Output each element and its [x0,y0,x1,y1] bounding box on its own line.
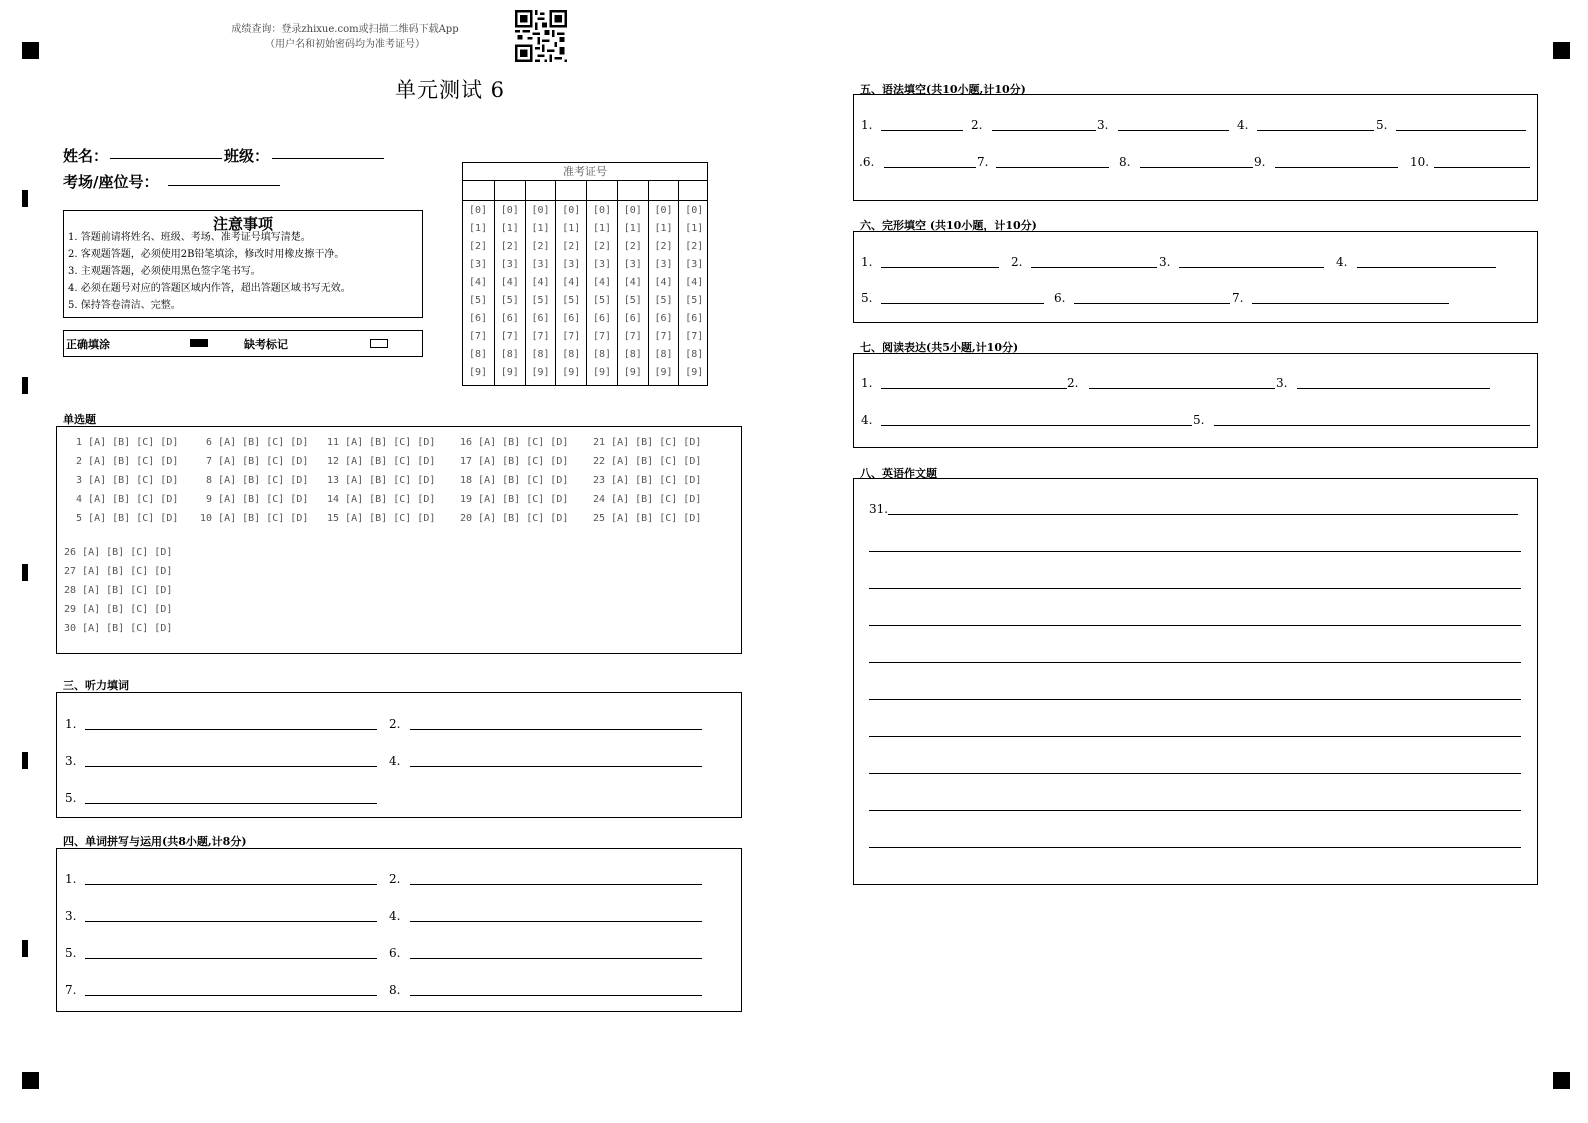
answer-line[interactable] [1089,388,1275,389]
id-digit-bubble[interactable]: [2] [531,241,550,252]
mc-question-row[interactable]: 27 [A] [B] [C] [D] [64,566,173,577]
mc-question-row[interactable]: 3 [A] [B] [C] [D] [70,475,179,486]
answer-line[interactable] [410,921,702,922]
registration-mark [1553,42,1570,59]
id-digit-bubble[interactable]: [5] [562,295,581,306]
id-digit-bubble[interactable]: [7] [500,331,519,342]
answer-line[interactable] [1275,167,1398,168]
mc-question-row[interactable]: 19 [A] [B] [C] [D] [460,494,569,505]
id-digit-bubble[interactable]: [7] [592,331,612,342]
question-number: 1. [861,255,873,269]
id-digit-bubble[interactable]: [0] [623,205,642,216]
id-digit-bubble[interactable]: [8] [623,349,642,360]
exam-id-table [462,162,708,386]
id-digit-bubble[interactable]: [4] [500,277,519,288]
timing-mark [22,564,28,581]
id-digit-bubble[interactable]: [6] [468,313,488,324]
question-number: 3. [1097,118,1109,132]
id-digit-bubble[interactable]: [5] [592,295,612,306]
mc-question-row[interactable]: 15 [A] [B] [C] [D] [327,513,436,524]
timing-mark [22,940,28,957]
id-digit-bubble[interactable]: [7] [531,331,550,342]
question-number: 5. [1193,413,1205,427]
section-3-box [56,692,742,818]
answer-line[interactable] [881,303,1044,304]
id-digit-bubble[interactable]: [7] [654,331,673,342]
answer-line[interactable] [410,995,702,996]
section-5-label: 五、语法填空(共10小题,计10分) [860,83,1026,96]
section-6-label: 六、完形填空 (共10小题，计10分) [860,219,1037,232]
question-number: 4. [1237,118,1249,132]
id-digit-bubble[interactable]: [9] [685,367,704,378]
section-5-box [853,94,1538,201]
id-digit-bubble[interactable]: [9] [468,367,488,378]
class-field[interactable] [272,158,384,159]
id-digit-bubble[interactable]: [3] [468,259,488,270]
mc-question-row[interactable]: 24 [A] [B] [C] [D] [593,494,702,505]
question-number: 1. [861,376,873,390]
id-digit-bubble[interactable]: [2] [623,241,642,252]
id-digit-bubble[interactable]: [7] [685,331,704,342]
mc-question-row[interactable]: 20 [A] [B] [C] [D] [460,513,569,524]
id-digit-bubble[interactable]: [2] [654,241,673,252]
id-digit-bubble[interactable]: [6] [685,313,704,324]
mc-question-row[interactable]: 13 [A] [B] [C] [D] [327,475,436,486]
section-6-box [853,231,1538,323]
notice-item: 1. 答题前请将姓名、班级、考场、准考证号填写清楚。 [68,232,311,243]
question-number: 1. [65,717,77,731]
essay-line[interactable] [869,736,1521,737]
answer-line[interactable] [1257,130,1374,131]
notice-item: 3. 主观题答题，必须使用黑色签字笔书写。 [68,266,261,277]
answer-line[interactable] [85,958,377,959]
id-digit-bubble[interactable]: [9] [592,367,612,378]
id-digit-bubble[interactable]: [0] [654,205,673,216]
exam-id-title: 准考证号 [463,163,707,181]
id-digit-bubble[interactable]: [9] [500,367,519,378]
id-digit-bubble[interactable]: [3] [623,259,642,270]
question-number: 5. [861,291,873,305]
answer-line[interactable] [1214,425,1530,426]
id-digit-bubble[interactable]: [8] [685,349,704,360]
answer-line[interactable] [881,388,1067,389]
id-digit-bubble[interactable]: [4] [562,277,581,288]
id-digit-bubble[interactable]: [7] [562,331,581,342]
question-number: 3. [1276,376,1288,390]
id-digit-bubble[interactable]: [5] [685,295,704,306]
question-number: 5. [1376,118,1388,132]
id-digit-column [555,181,586,385]
id-digit-bubble[interactable]: [1] [468,223,488,234]
id-digit-bubble[interactable]: [6] [531,313,550,324]
id-digit-bubble[interactable]: [3] [592,259,612,270]
answer-line[interactable] [1140,167,1253,168]
essay-line[interactable] [888,514,1518,515]
mc-question-row[interactable]: 11 [A] [B] [C] [D] [327,437,436,448]
question-number: .6. [859,155,875,169]
id-digit-bubble[interactable]: [3] [654,259,673,270]
mc-question-row[interactable]: 29 [A] [B] [C] [D] [64,604,173,615]
mc-question-row[interactable]: 1 [A] [B] [C] [D] [70,437,179,448]
id-digit-bubble[interactable]: [2] [468,241,488,252]
section-7-box [853,353,1538,448]
answer-line[interactable] [410,884,702,885]
id-digit-bubble[interactable]: [8] [531,349,550,360]
question-number: 6. [1054,291,1066,305]
question-number: 2. [1067,376,1079,390]
section-8-box [853,478,1538,885]
essay-line[interactable] [869,662,1521,663]
id-digit-bubble[interactable]: [3] [562,259,581,270]
section-4-label: 四、单词拼写与运用(共8小题,计8分) [63,835,247,848]
timing-mark [22,190,28,207]
question-number: 10. [1410,155,1430,169]
id-digit-bubble[interactable]: [8] [654,349,673,360]
id-digit-bubble[interactable]: [1] [623,223,642,234]
id-digit-bubble[interactable]: [0] [592,205,612,216]
id-digit-bubble[interactable]: [9] [654,367,673,378]
registration-mark [22,42,39,59]
id-digit-bubble[interactable]: [4] [623,277,642,288]
answer-line[interactable] [1297,388,1490,389]
mc-question-row[interactable]: 28 [A] [B] [C] [D] [64,585,173,596]
answer-line[interactable] [85,766,377,767]
id-digit-bubble[interactable]: [5] [468,295,488,306]
question-number: 8. [389,983,401,997]
question-number: 5. [65,791,77,805]
id-digit-bubble[interactable]: [3] [531,259,550,270]
essay-line[interactable] [869,588,1521,589]
id-digit-bubble[interactable]: [7] [623,331,642,342]
answer-line[interactable] [85,995,377,996]
answer-line[interactable] [85,921,377,922]
id-digit-bubble[interactable]: [1] [500,223,519,234]
id-digit-bubble[interactable]: [0] [562,205,581,216]
essay-line[interactable] [869,773,1521,774]
timing-mark [22,752,28,769]
answer-line[interactable] [1179,267,1324,268]
id-digit-bubble[interactable]: [4] [468,277,488,288]
mc-question-row[interactable]: 7 [A] [B] [C] [D] [200,456,309,467]
question-number: 4. [389,909,401,923]
id-digit-bubble[interactable]: [7] [468,331,488,342]
mc-question-row[interactable]: 4 [A] [B] [C] [D] [70,494,179,505]
essay-line[interactable] [869,810,1521,811]
id-digit-bubble[interactable]: [3] [685,259,704,270]
answer-line[interactable] [85,884,377,885]
id-digit-bubble[interactable]: [2] [592,241,612,252]
answer-line[interactable] [85,729,377,730]
id-digit-bubble[interactable]: [9] [562,367,581,378]
id-digit-bubble[interactable]: [2] [562,241,581,252]
registration-mark [22,1072,39,1089]
essay-line[interactable] [869,699,1521,700]
id-digit-bubble[interactable]: [8] [468,349,488,360]
notice-title: 注意事项 [212,215,273,233]
id-digit-bubble[interactable]: [8] [562,349,581,360]
mc-question-row[interactable]: 30 [A] [B] [C] [D] [64,623,173,634]
section-7-label: 七、阅读表达(共5小题,计10分) [860,341,1019,354]
id-digit-bubble[interactable]: [0] [685,205,704,216]
id-digit-bubble[interactable]: [9] [623,367,642,378]
question-number: 3. [65,909,77,923]
section-8-label: 八、英语作文题 [860,467,937,480]
class-label: 班级： [224,147,270,165]
question-number: 7. [65,983,77,997]
id-digit-bubble[interactable]: [6] [562,313,581,324]
answer-line[interactable] [992,130,1096,131]
registration-mark [1553,1072,1570,1089]
id-digit-column [648,181,679,385]
id-digit-bubble[interactable]: [5] [500,295,519,306]
mc-section-label: 单选题 [63,413,96,426]
notice-item: 2. 客观题答题，必须使用2B铅笔填涂，修改时用橡皮擦干净。 [68,249,345,260]
id-digit-bubble[interactable]: [0] [500,205,519,216]
answer-line[interactable] [1031,267,1157,268]
question-number: 7. [1232,291,1244,305]
mc-question-row[interactable]: 23 [A] [B] [C] [D] [593,475,702,486]
id-digit-bubble[interactable]: [4] [654,277,673,288]
answer-line[interactable] [1434,167,1530,168]
question-number: 4. [1336,255,1348,269]
question-number: 1. [65,872,77,886]
id-digit-bubble[interactable]: [1] [685,223,704,234]
mc-question-row[interactable]: 17 [A] [B] [C] [D] [460,456,569,467]
mc-question-row[interactable]: 9 [A] [B] [C] [D] [200,494,309,505]
question-number: 4. [389,754,401,768]
mc-question-row[interactable]: 21 [A] [B] [C] [D] [593,437,702,448]
id-digit-bubble[interactable]: [0] [531,205,550,216]
question-number: 2. [1011,255,1023,269]
timing-mark [22,377,28,394]
id-digit-column [463,181,494,385]
mc-question-row[interactable]: 8 [A] [B] [C] [D] [200,475,309,486]
id-digit-bubble[interactable]: [0] [468,205,488,216]
id-digit-bubble[interactable]: [9] [531,367,550,378]
mc-question-row[interactable]: 25 [A] [B] [C] [D] [593,513,702,524]
notice-item: 5. 保持答卷清洁、完整。 [68,300,181,311]
id-digit-bubble[interactable]: [1] [654,223,673,234]
id-digit-column [525,181,556,385]
notice-box [63,210,423,318]
id-digit-bubble[interactable]: [5] [623,295,642,306]
id-digit-bubble[interactable]: [4] [531,277,550,288]
id-digit-bubble[interactable]: [2] [500,241,519,252]
mc-question-row[interactable]: 10 [A] [B] [C] [D] [200,513,309,524]
section-3-label: 三、听力填词 [63,679,129,692]
question-number: 9. [1254,155,1266,169]
id-digit-bubble[interactable]: [8] [500,349,519,360]
id-digit-bubble[interactable]: [4] [685,277,704,288]
mc-question-row[interactable]: 12 [A] [B] [C] [D] [327,456,436,467]
answer-line[interactable] [1357,267,1496,268]
mc-question-row[interactable]: 26 [A] [B] [C] [D] [64,547,173,558]
name-label: 姓名： [63,147,109,165]
room-seat-label: 考场/座位号： [63,173,159,191]
essay-line[interactable] [869,625,1521,626]
essay-line[interactable] [869,551,1521,552]
question-number: 8. [1119,155,1131,169]
id-digit-bubble[interactable]: [6] [500,313,519,324]
legend-box [63,330,423,357]
answer-line[interactable] [881,267,999,268]
id-digit-bubble[interactable]: [4] [592,277,612,288]
answer-line[interactable] [1118,130,1229,131]
qr-code-icon [515,10,567,62]
mc-question-row[interactable]: 14 [A] [B] [C] [D] [327,494,436,505]
question-number: 1. [861,118,873,132]
id-digit-bubble[interactable]: [1] [592,223,612,234]
answer-line[interactable] [881,130,963,131]
question-number: 3. [65,754,77,768]
absent-mark-label: 缺考标记 [244,338,288,351]
essay-line[interactable] [869,847,1521,848]
question-number: 31. [869,502,889,516]
correct-fill-label: 正确填涂 [66,338,110,351]
page-title: 单元测试 6 [394,78,506,102]
id-digit-bubble[interactable]: [1] [562,223,581,234]
answer-line[interactable] [410,729,702,730]
notice-item: 4. 必须在题号对应的答题区域内作答，超出答题区域书写无效。 [68,283,351,294]
question-number: 2. [389,717,401,731]
id-digit-bubble[interactable]: [5] [654,295,673,306]
id-digit-column [586,181,617,385]
answer-line[interactable] [410,766,702,767]
answer-line[interactable] [996,167,1109,168]
info-line-2: （用户名和初始密码均为准考证号） [265,39,425,50]
info-line-1: 成绩查询：登录zhixue.com或扫描二维码下载App [231,24,459,35]
mc-question-row[interactable]: 2 [A] [B] [C] [D] [70,456,179,467]
question-number: 4. [861,413,873,427]
mc-question-row[interactable]: 22 [A] [B] [C] [D] [593,456,702,467]
id-digit-bubble[interactable]: [6] [592,313,612,324]
answer-line[interactable] [410,958,702,959]
answer-line[interactable] [1396,130,1526,131]
mc-question-row[interactable]: 6 [A] [B] [C] [D] [200,437,309,448]
id-digit-bubble[interactable]: [1] [531,223,550,234]
id-digit-bubble[interactable]: [3] [500,259,519,270]
id-digit-column [678,181,709,385]
answer-line[interactable] [1074,303,1230,304]
answer-line[interactable] [884,167,976,168]
mc-question-row[interactable]: 18 [A] [B] [C] [D] [460,475,569,486]
answer-line[interactable] [881,425,1192,426]
question-number: 2. [389,872,401,886]
question-number: 6. [389,946,401,960]
id-digit-column [617,181,648,385]
answer-line[interactable] [85,803,377,804]
section-4-box [56,848,742,1012]
question-number: 3. [1159,255,1171,269]
question-number: 7. [977,155,989,169]
absent-mark-checkbox[interactable] [370,339,388,348]
mc-question-row[interactable]: 5 [A] [B] [C] [D] [70,513,179,524]
question-number: 5. [65,946,77,960]
answer-line[interactable] [1252,303,1449,304]
id-digit-bubble[interactable]: [8] [592,349,612,360]
room-seat-field[interactable] [168,185,280,186]
id-digit-bubble[interactable]: [2] [685,241,704,252]
id-digit-bubble[interactable]: [6] [654,313,673,324]
correct-fill-sample [190,339,208,347]
name-field[interactable] [110,158,222,159]
question-number: 2. [971,118,983,132]
mc-question-row[interactable]: 16 [A] [B] [C] [D] [460,437,569,448]
id-digit-column [494,181,525,385]
score-query-info [200,22,490,52]
id-digit-bubble[interactable]: [6] [623,313,642,324]
id-digit-bubble[interactable]: [5] [531,295,550,306]
mc-answer-box [56,426,742,654]
